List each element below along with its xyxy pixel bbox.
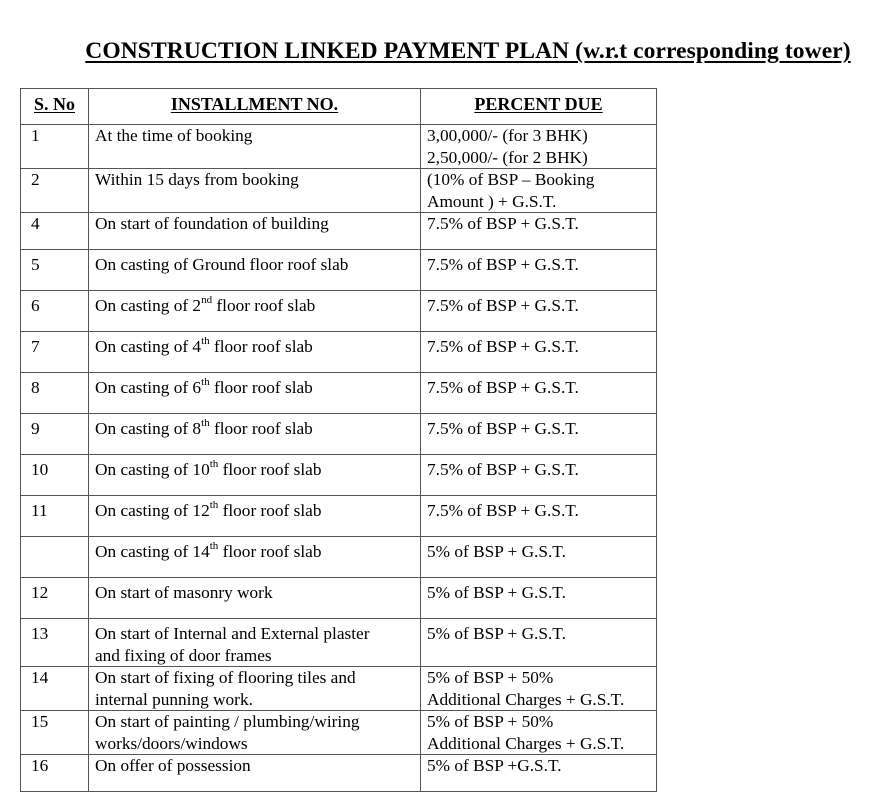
cell-sno: 13 (21, 619, 89, 667)
cell-percent: 5% of BSP + 50% Additional Charges + G.S.T. (421, 667, 657, 711)
cell-percent: 7.5% of BSP + G.S.T. (421, 455, 657, 496)
cell-sno (21, 537, 89, 578)
cell-sno: 6 (21, 291, 89, 332)
cell-sno: 16 (21, 755, 89, 792)
header-sno: S. No (21, 89, 89, 125)
table-row (21, 496, 657, 537)
cell-sno: 7 (21, 332, 89, 373)
cell-percent: 7.5% of BSP + G.S.T. (421, 373, 657, 414)
cell-percent: 7.5% of BSP + G.S.T. (421, 291, 657, 332)
cell-installment: On offer of possession (89, 755, 421, 792)
table-row (21, 711, 657, 755)
cell-percent: 7.5% of BSP + G.S.T. (421, 213, 657, 250)
cell-percent: 7.5% of BSP + G.S.T. (421, 414, 657, 455)
cell-sno: 4 (21, 213, 89, 250)
cell-sno: 11 (21, 496, 89, 537)
table-row (21, 755, 657, 792)
table-row (21, 250, 657, 291)
cell-installment: On casting of 6th floor roof slab (89, 373, 421, 414)
cell-installment: On casting of Ground floor roof slab (89, 250, 421, 291)
cell-installment: At the time of booking (89, 125, 421, 169)
cell-sno: 10 (21, 455, 89, 496)
table-row (21, 578, 657, 619)
cell-installment: On start of fixing of flooring tiles and internal punning work. (89, 667, 421, 711)
table-row (21, 455, 657, 496)
cell-percent: 7.5% of BSP + G.S.T. (421, 496, 657, 537)
table-row (21, 373, 657, 414)
cell-percent: 5% of BSP + G.S.T. (421, 619, 657, 667)
cell-percent: 5% of BSP + G.S.T. (421, 578, 657, 619)
cell-installment: On start of painting / plumbing/wiring works/doors/windows (89, 711, 421, 755)
header-percent: PERCENT DUE (421, 89, 657, 125)
cell-sno: 5 (21, 250, 89, 291)
table-row (21, 125, 657, 169)
table-row (21, 667, 657, 711)
cell-installment: On casting of 10th floor roof slab (89, 455, 421, 496)
cell-sno: 8 (21, 373, 89, 414)
cell-sno: 15 (21, 711, 89, 755)
table-header-row (21, 89, 657, 125)
header-installment: INSTALLMENT NO. (89, 89, 421, 125)
cell-sno: 1 (21, 125, 89, 169)
cell-installment: On casting of 8th floor roof slab (89, 414, 421, 455)
cell-sno: 14 (21, 667, 89, 711)
cell-installment: On casting of 14th floor roof slab (89, 537, 421, 578)
cell-percent: 3,00,000/- (for 3 BHK) 2,50,000/- (for 2 BHK) (421, 125, 657, 169)
cell-sno: 9 (21, 414, 89, 455)
table-row (21, 619, 657, 667)
cell-percent: 7.5% of BSP + G.S.T. (421, 332, 657, 373)
table-row (21, 537, 657, 578)
cell-sno: 12 (21, 578, 89, 619)
cell-sno: 2 (21, 169, 89, 213)
payment-plan-table (20, 88, 657, 792)
cell-installment: On start of Internal and External plaster and fixing of door frames (89, 619, 421, 667)
table-row (21, 169, 657, 213)
cell-installment: Within 15 days from booking (89, 169, 421, 213)
cell-percent: 5% of BSP +G.S.T. (421, 755, 657, 792)
page-title: CONSTRUCTION LINKED PAYMENT PLAN (w.r.t corresponding tower) (85, 38, 851, 64)
cell-percent: 7.5% of BSP + G.S.T. (421, 250, 657, 291)
table-row (21, 332, 657, 373)
table-row (21, 291, 657, 332)
cell-percent: 5% of BSP + 50% Additional Charges + G.S.T. (421, 711, 657, 755)
cell-installment: On casting of 4th floor roof slab (89, 332, 421, 373)
cell-installment: On start of masonry work (89, 578, 421, 619)
cell-installment: On start of foundation of building (89, 213, 421, 250)
cell-percent: 5% of BSP + G.S.T. (421, 537, 657, 578)
cell-percent: (10% of BSP – Booking Amount ) + G.S.T. (421, 169, 657, 213)
table-row (21, 213, 657, 250)
table-row (21, 414, 657, 455)
cell-installment: On casting of 12th floor roof slab (89, 496, 421, 537)
cell-installment: On casting of 2nd floor roof slab (89, 291, 421, 332)
